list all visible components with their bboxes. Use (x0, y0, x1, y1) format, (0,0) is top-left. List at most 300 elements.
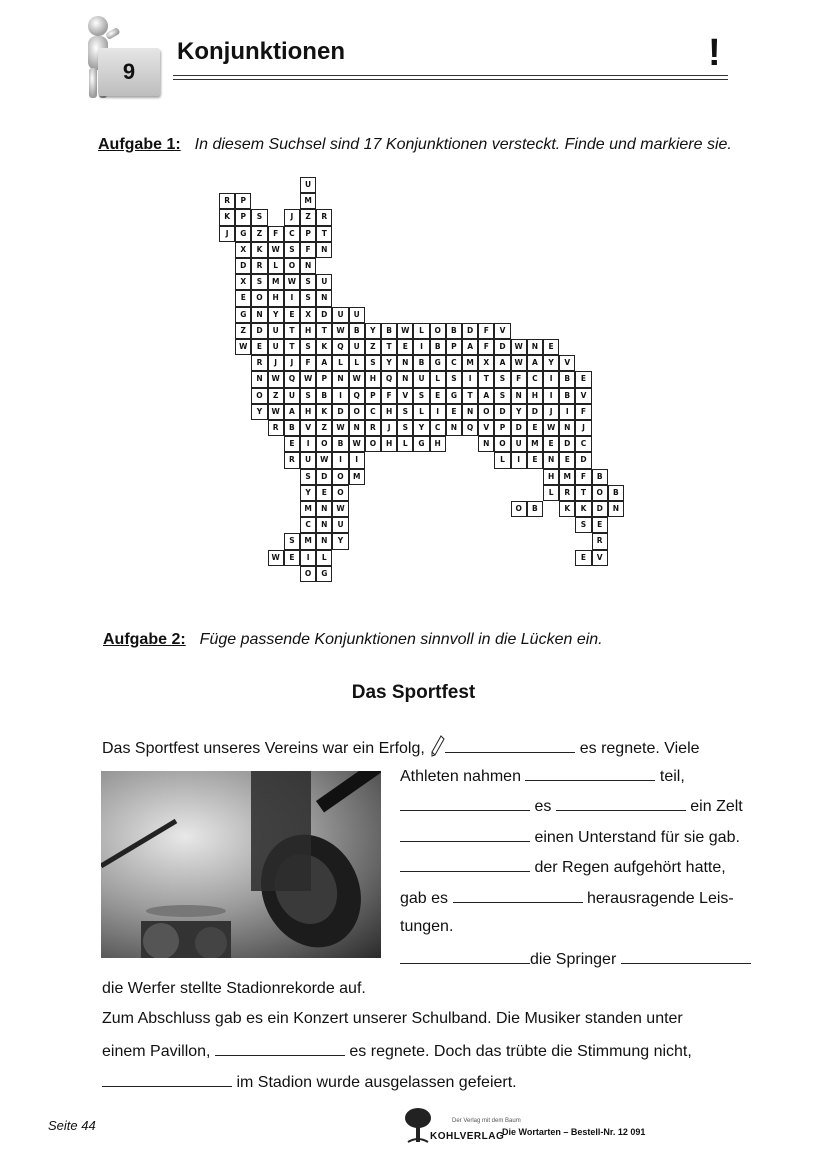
story-line (400, 796, 743, 816)
grid-cell[interactable]: M (462, 355, 478, 371)
grid-cell[interactable]: W (543, 420, 559, 436)
grid-cell[interactable]: U (332, 307, 348, 323)
grid-cell[interactable]: N (349, 420, 365, 436)
grid-cell[interactable]: I (462, 371, 478, 387)
grid-cell[interactable]: E (284, 550, 300, 566)
grid-cell[interactable]: N (316, 517, 332, 533)
text-fragment: herausragende Leis- (586, 890, 734, 907)
grid-cell[interactable]: S (251, 274, 267, 290)
grid-cell[interactable]: K (316, 339, 332, 355)
grid-cell[interactable]: L (268, 258, 284, 274)
grid-cell[interactable]: S (397, 420, 413, 436)
grid-cell[interactable]: N (446, 420, 462, 436)
grid-cell[interactable]: U (349, 307, 365, 323)
grid-cell[interactable]: V (478, 420, 494, 436)
grid-cell[interactable]: B (413, 355, 429, 371)
grid-cell[interactable]: H (543, 469, 559, 485)
grid-cell[interactable]: T (284, 339, 300, 355)
grid-cell[interactable]: W (284, 274, 300, 290)
story-line (400, 827, 740, 847)
grid-cell[interactable]: D (462, 323, 478, 339)
grid-cell[interactable]: H (430, 436, 446, 452)
grid-cell[interactable]: G (235, 226, 251, 242)
grid-cell[interactable]: S (300, 339, 316, 355)
grid-cell[interactable]: U (316, 274, 332, 290)
grid-cell[interactable]: B (608, 485, 624, 501)
grid-cell[interactable]: P (316, 371, 332, 387)
grid-cell[interactable]: S (284, 242, 300, 258)
grid-cell[interactable]: Y (300, 485, 316, 501)
grid-cell[interactable]: O (494, 436, 510, 452)
publisher-tagline: Der Verlag mit dem Baum (452, 1118, 521, 1124)
grid-cell[interactable]: J (543, 404, 559, 420)
grid-cell[interactable]: M (527, 436, 543, 452)
grid-cell[interactable]: Y (251, 404, 267, 420)
grid-cell[interactable]: P (235, 193, 251, 209)
text-fragment: teil, (659, 768, 685, 785)
grid-cell[interactable]: N (316, 290, 332, 306)
grid-cell[interactable]: A (494, 355, 510, 371)
grid-cell[interactable]: W (511, 339, 527, 355)
grid-cell[interactable]: O (349, 404, 365, 420)
grid-cell[interactable]: W (235, 339, 251, 355)
grid-cell[interactable]: F (381, 388, 397, 404)
grid-cell[interactable]: O (332, 469, 348, 485)
grid-cell[interactable]: W (316, 452, 332, 468)
grid-cell[interactable]: B (430, 339, 446, 355)
grid-cell[interactable]: H (527, 388, 543, 404)
task2-label: Aufgabe 2: (103, 631, 186, 648)
grid-cell[interactable]: A (284, 404, 300, 420)
grid-cell[interactable]: B (592, 469, 608, 485)
grid-cell[interactable]: R (365, 420, 381, 436)
grid-cell[interactable]: B (381, 323, 397, 339)
grid-cell[interactable]: I (332, 452, 348, 468)
grid-cell[interactable]: I (413, 339, 429, 355)
grid-cell[interactable]: Q (349, 388, 365, 404)
grid-cell[interactable]: I (300, 550, 316, 566)
grid-cell[interactable]: G (430, 355, 446, 371)
grid-cell[interactable]: O (251, 290, 267, 306)
grid-cell[interactable]: W (397, 323, 413, 339)
grid-cell[interactable]: Y (332, 533, 348, 549)
grid-cell[interactable]: E (592, 517, 608, 533)
grid-cell[interactable]: E (316, 485, 332, 501)
grid-cell[interactable]: X (235, 242, 251, 258)
grid-cell[interactable]: F (268, 226, 284, 242)
grid-cell[interactable]: J (219, 226, 235, 242)
grid-cell[interactable]: Z (268, 388, 284, 404)
grid-cell[interactable]: L (397, 436, 413, 452)
text-fragment: es regnete. Viele (579, 740, 700, 757)
grid-cell[interactable]: Y (268, 307, 284, 323)
grid-cell[interactable]: T (316, 323, 332, 339)
grid-cell[interactable]: N (251, 371, 267, 387)
grid-cell[interactable]: Q (284, 371, 300, 387)
grid-cell[interactable]: R (316, 209, 332, 225)
grid-cell[interactable]: T (316, 226, 332, 242)
grid-cell[interactable]: D (332, 404, 348, 420)
grid-cell[interactable]: H (381, 404, 397, 420)
grid-cell[interactable]: T (575, 485, 591, 501)
task2 (103, 631, 603, 649)
grid-cell[interactable]: E (575, 371, 591, 387)
grid-cell[interactable]: D (575, 452, 591, 468)
grid-cell[interactable]: H (268, 290, 284, 306)
grid-cell[interactable]: I (300, 436, 316, 452)
grid-cell[interactable]: P (365, 388, 381, 404)
grid-cell[interactable]: E (575, 550, 591, 566)
grid-cell[interactable]: D (559, 436, 575, 452)
blank-field[interactable] (102, 1072, 232, 1087)
grid-cell[interactable]: N (332, 371, 348, 387)
grid-cell[interactable]: A (462, 339, 478, 355)
grid-cell[interactable]: T (381, 339, 397, 355)
grid-cell[interactable]: S (300, 469, 316, 485)
grid-cell[interactable]: J (381, 420, 397, 436)
grid-cell[interactable]: S (300, 274, 316, 290)
grid-cell[interactable]: Z (251, 226, 267, 242)
story-line (400, 766, 685, 786)
grid-cell[interactable]: S (284, 533, 300, 549)
grid-cell[interactable]: G (446, 388, 462, 404)
grid-cell[interactable]: W (268, 371, 284, 387)
grid-cell[interactable]: D (511, 420, 527, 436)
grid-cell[interactable]: W (268, 404, 284, 420)
grid-cell[interactable]: F (478, 323, 494, 339)
task1-label: Aufgabe 1: (98, 136, 181, 153)
grid-cell[interactable]: B (316, 388, 332, 404)
grid-cell[interactable]: W (332, 501, 348, 517)
grid-cell[interactable]: O (251, 388, 267, 404)
grid-cell[interactable]: I (430, 404, 446, 420)
grid-cell[interactable]: C (300, 517, 316, 533)
grid-cell[interactable]: M (300, 193, 316, 209)
grid-cell[interactable]: N (251, 307, 267, 323)
grid-cell[interactable]: S (300, 388, 316, 404)
grid-cell[interactable]: I (559, 404, 575, 420)
grid-cell[interactable]: J (268, 355, 284, 371)
grid-cell[interactable]: W (268, 242, 284, 258)
grid-cell[interactable]: B (527, 501, 543, 517)
grid-cell[interactable]: M (559, 469, 575, 485)
grid-cell[interactable]: J (284, 209, 300, 225)
grid-cell[interactable]: L (349, 355, 365, 371)
grid-cell[interactable]: U (349, 339, 365, 355)
grid-cell[interactable]: D (494, 339, 510, 355)
grid-cell[interactable]: W (511, 355, 527, 371)
grid-cell[interactable]: K (251, 242, 267, 258)
grid-cell[interactable]: E (527, 420, 543, 436)
grid-cell[interactable]: H (300, 404, 316, 420)
grid-cell[interactable]: Z (365, 339, 381, 355)
grid-cell[interactable]: K (219, 209, 235, 225)
grid-cell[interactable]: O (284, 258, 300, 274)
grid-cell[interactable]: Y (365, 323, 381, 339)
grid-cell[interactable]: C (446, 355, 462, 371)
story-line (102, 1072, 517, 1092)
blank-field[interactable] (556, 796, 686, 811)
text-fragment: es regnete. Doch das trübte die Stimmung nicht, (349, 1043, 692, 1060)
text-fragment: Zum Abschluss gab es ein Konzert unserer Schulband. Die Musiker standen unter (102, 1010, 683, 1027)
grid-cell[interactable]: E (543, 436, 559, 452)
text-fragment: der Regen aufgehört hatte, (534, 859, 726, 876)
grid-cell[interactable]: O (332, 485, 348, 501)
blank-field[interactable] (445, 738, 575, 753)
grid-cell[interactable]: M (300, 533, 316, 549)
task1-text: In diesem Suchsel sind 17 Konjunktionen versteckt. Finde und markiere sie. (194, 136, 732, 153)
grid-cell[interactable]: P (494, 420, 510, 436)
grid-cell[interactable]: C (430, 420, 446, 436)
grid-cell[interactable]: K (316, 404, 332, 420)
grid-cell[interactable]: E (397, 339, 413, 355)
page-number: Seite 44 (48, 1118, 96, 1133)
text-fragment: tungen. (400, 918, 454, 935)
grid-cell[interactable]: D (592, 501, 608, 517)
grid-cell[interactable]: V (397, 388, 413, 404)
grid-cell[interactable]: L (430, 371, 446, 387)
grid-cell[interactable]: X (478, 355, 494, 371)
grid-cell[interactable]: S (300, 290, 316, 306)
chapter-number: 9 (98, 48, 160, 96)
grid-cell[interactable]: L (316, 550, 332, 566)
grid-cell[interactable]: D (316, 307, 332, 323)
grid-cell[interactable]: I (543, 388, 559, 404)
grid-cell[interactable]: F (300, 355, 316, 371)
grid-cell[interactable]: W (332, 420, 348, 436)
grid-cell[interactable]: D (527, 404, 543, 420)
grid-cell[interactable]: L (543, 485, 559, 501)
grid-cell[interactable]: M (300, 501, 316, 517)
grid-cell[interactable]: G (413, 436, 429, 452)
grid-cell[interactable]: O (365, 436, 381, 452)
blank-field[interactable] (525, 766, 655, 781)
grid-cell[interactable]: I (284, 290, 300, 306)
grid-cell[interactable]: N (608, 501, 624, 517)
grid-cell[interactable]: N (527, 339, 543, 355)
grid-cell[interactable]: E (446, 404, 462, 420)
grid-cell[interactable]: O (592, 485, 608, 501)
grid-cell[interactable]: B (349, 323, 365, 339)
grid-cell[interactable]: U (268, 339, 284, 355)
grid-cell[interactable]: E (284, 307, 300, 323)
grid-cell[interactable]: D (316, 469, 332, 485)
grid-cell[interactable]: E (235, 290, 251, 306)
publisher-name: KOHLVERLAG (430, 1131, 505, 1142)
grid-cell[interactable]: I (511, 452, 527, 468)
grid-cell[interactable]: N (478, 436, 494, 452)
grid-cell[interactable]: G (316, 566, 332, 582)
grid-cell[interactable]: F (575, 404, 591, 420)
grid-cell[interactable]: V (575, 388, 591, 404)
grid-cell[interactable]: R (284, 452, 300, 468)
grid-cell[interactable]: Y (381, 355, 397, 371)
grid-cell[interactable]: E (284, 436, 300, 452)
grid-cell[interactable]: E (543, 339, 559, 355)
story-line (102, 1041, 692, 1061)
grid-cell[interactable]: C (527, 371, 543, 387)
grid-cell[interactable]: T (284, 323, 300, 339)
grid-cell[interactable]: V (592, 550, 608, 566)
grid-cell[interactable]: M (268, 274, 284, 290)
grid-cell[interactable]: J (284, 355, 300, 371)
grid-cell[interactable]: B (332, 436, 348, 452)
blank-field[interactable] (215, 1041, 345, 1056)
blank-field[interactable] (400, 796, 530, 811)
grid-cell[interactable]: N (397, 371, 413, 387)
grid-cell[interactable]: U (332, 517, 348, 533)
grid-cell[interactable]: S (365, 355, 381, 371)
grid-cell[interactable]: E (559, 452, 575, 468)
text-fragment: einen Unterstand für sie gab. (534, 829, 740, 846)
grid-cell[interactable]: Q (462, 420, 478, 436)
grid-cell[interactable]: E (527, 452, 543, 468)
grid-cell[interactable]: E (251, 339, 267, 355)
grid-cell[interactable]: S (494, 371, 510, 387)
story-line (102, 1010, 683, 1028)
grid-cell[interactable]: U (268, 323, 284, 339)
grid-cell[interactable]: K (575, 501, 591, 517)
grid-cell[interactable]: W (332, 323, 348, 339)
grid-cell[interactable]: X (235, 274, 251, 290)
grid-cell[interactable]: L (494, 452, 510, 468)
grid-cell[interactable]: Q (381, 371, 397, 387)
grid-cell[interactable]: S (413, 388, 429, 404)
grid-cell[interactable]: R (559, 485, 575, 501)
grid-cell[interactable]: F (478, 339, 494, 355)
text-fragment: Athleten nahmen (400, 768, 521, 785)
grid-cell[interactable]: A (478, 388, 494, 404)
grid-cell[interactable]: S (397, 404, 413, 420)
story-line (400, 918, 453, 936)
text-fragment: gab es (400, 890, 449, 907)
grid-cell[interactable]: N (316, 533, 332, 549)
grid-cell[interactable]: W (349, 371, 365, 387)
blank-field[interactable] (400, 827, 530, 842)
grid-cell[interactable]: H (381, 436, 397, 452)
grid-cell[interactable]: O (316, 436, 332, 452)
blank-field[interactable] (453, 888, 583, 903)
grid-cell[interactable]: W (300, 371, 316, 387)
grid-cell[interactable]: N (511, 388, 527, 404)
story-line (102, 735, 700, 758)
grid-cell[interactable]: O (430, 323, 446, 339)
grid-cell[interactable]: B (559, 371, 575, 387)
grid-cell[interactable]: U (511, 436, 527, 452)
grid-cell[interactable]: V (559, 355, 575, 371)
grid-cell[interactable]: C (284, 226, 300, 242)
grid-cell[interactable]: I (543, 371, 559, 387)
grid-cell[interactable]: J (575, 420, 591, 436)
grid-cell[interactable]: U (413, 371, 429, 387)
grid-cell[interactable]: A (527, 355, 543, 371)
grid-cell[interactable]: R (251, 355, 267, 371)
grid-cell[interactable]: H (365, 371, 381, 387)
grid-cell[interactable]: Q (332, 339, 348, 355)
grid-cell[interactable]: F (511, 371, 527, 387)
text-fragment: im Stadion wurde ausgelassen gefeiert. (236, 1074, 517, 1091)
grid-cell[interactable]: N (300, 258, 316, 274)
grid-cell[interactable]: O (300, 566, 316, 582)
grid-cell[interactable]: L (413, 323, 429, 339)
grid-cell[interactable]: B (446, 323, 462, 339)
grid-cell[interactable]: L (332, 355, 348, 371)
grid-cell[interactable]: F (575, 469, 591, 485)
grid-cell[interactable]: P (235, 209, 251, 225)
blank-field[interactable] (400, 949, 530, 964)
grid-cell[interactable]: W (268, 550, 284, 566)
grid-cell[interactable]: N (397, 355, 413, 371)
grid-cell[interactable]: U (300, 177, 316, 193)
grid-cell[interactable]: P (300, 226, 316, 242)
grid-cell[interactable]: M (349, 469, 365, 485)
grid-cell[interactable]: W (349, 436, 365, 452)
text-fragment: ein Zelt (690, 798, 743, 815)
grid-cell[interactable]: N (462, 404, 478, 420)
page-title: Konjunktionen (177, 38, 345, 65)
grid-cell[interactable]: T (462, 388, 478, 404)
task2-text: Füge passende Konjunktionen sinnvoll in die Lücken ein. (199, 631, 603, 648)
grid-cell[interactable]: H (300, 323, 316, 339)
grid-cell[interactable]: K (559, 501, 575, 517)
grid-cell[interactable]: S (575, 517, 591, 533)
grid-cell[interactable]: S (251, 209, 267, 225)
grid-cell[interactable]: C (575, 436, 591, 452)
grid-cell[interactable]: L (413, 404, 429, 420)
grid-cell[interactable]: O (511, 501, 527, 517)
grid-cell[interactable]: C (365, 404, 381, 420)
grid-cell[interactable]: N (543, 452, 559, 468)
blank-field[interactable] (400, 857, 530, 872)
grid-cell[interactable]: X (300, 307, 316, 323)
grid-cell[interactable]: Z (300, 209, 316, 225)
grid-cell[interactable]: A (316, 355, 332, 371)
grid-cell[interactable]: O (478, 404, 494, 420)
grid-cell[interactable]: R (268, 420, 284, 436)
grid-cell[interactable]: R (219, 193, 235, 209)
grid-cell[interactable]: S (494, 388, 510, 404)
grid-cell[interactable]: N (559, 420, 575, 436)
grid-cell[interactable]: B (559, 388, 575, 404)
grid-cell[interactable]: R (592, 533, 608, 549)
grid-cell[interactable]: T (478, 371, 494, 387)
grid-cell[interactable]: D (251, 323, 267, 339)
grid-cell[interactable]: G (235, 307, 251, 323)
grid-cell[interactable]: F (300, 242, 316, 258)
grid-cell[interactable]: I (349, 452, 365, 468)
grid-cell[interactable]: Y (511, 404, 527, 420)
grid-cell[interactable]: N (316, 501, 332, 517)
grid-cell[interactable]: I (332, 388, 348, 404)
grid-cell[interactable]: U (284, 388, 300, 404)
grid-cell[interactable]: Z (316, 420, 332, 436)
grid-cell[interactable]: R (251, 258, 267, 274)
grid-cell[interactable]: B (284, 420, 300, 436)
grid-cell[interactable]: N (316, 242, 332, 258)
grid-cell[interactable]: Y (543, 355, 559, 371)
grid-cell[interactable]: S (446, 371, 462, 387)
blank-field[interactable] (621, 949, 751, 964)
grid-cell[interactable]: D (494, 404, 510, 420)
grid-cell[interactable]: U (300, 452, 316, 468)
grid-cell[interactable]: Y (413, 420, 429, 436)
grid-cell[interactable]: V (300, 420, 316, 436)
grid-cell[interactable]: V (494, 323, 510, 339)
grid-cell[interactable]: Z (235, 323, 251, 339)
grid-cell[interactable]: E (430, 388, 446, 404)
grid-cell[interactable]: D (235, 258, 251, 274)
grid-cell[interactable]: P (446, 339, 462, 355)
